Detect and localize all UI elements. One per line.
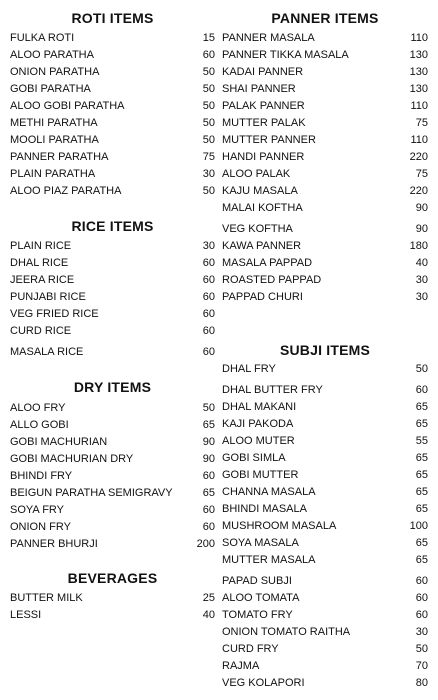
item-name: CHANNA MASALA [222,486,316,498]
item-name: DHAL FRY [222,363,276,375]
menu-item-row [222,433,428,449]
item-name: TOMATO FRY [222,609,293,621]
menu-item-row [10,536,215,552]
item-price: 50 [415,643,428,655]
item-name: PANNER PARATHA [10,151,109,163]
item-price: 60 [202,346,215,358]
menu-item-row [222,166,428,182]
item-price: 110 [410,134,428,146]
menu-item-row [10,238,215,254]
item-name: MUTTER PALAK [222,117,306,129]
item-name: MASALA RICE [10,346,84,358]
menu-item-row [10,30,215,46]
item-price: 90 [202,453,215,465]
item-name: MASALA PAPPAD [222,257,313,269]
menu-item-row [10,590,215,606]
item-name: CURD RICE [10,325,72,337]
item-name: PANNER MASALA [222,32,315,44]
menu-item-row [10,98,215,114]
menu-item-row [10,81,215,97]
item-price: 130 [409,49,428,61]
item-name: PALAK PANNER [222,100,305,112]
menu-item-row [222,30,428,46]
menu-item-row [222,98,428,114]
item-name: MUTTER MASALA [222,554,316,566]
item-name: SHAI PANNER [222,83,296,95]
item-name: GOBI SIMLA [222,452,286,464]
item-price: 65 [202,487,215,499]
menu-item-row [222,484,428,500]
menu-item-row [222,518,428,534]
item-name: ALOO FRY [10,402,66,414]
menu-item-row [222,149,428,165]
item-name: PAPAD SUBJI [222,575,292,587]
item-name: GOBI PARATHA [10,83,91,95]
menu-item-row [10,255,215,271]
menu-item-row [10,417,215,433]
item-price: 60 [202,308,215,320]
item-price: 60 [415,592,428,604]
item-name: ALLO GOBI [10,419,69,431]
item-name: DHAL BUTTER FRY [222,384,323,396]
menu-item-row [10,47,215,63]
item-price: 50 [202,402,215,414]
menu-item-row [222,501,428,517]
item-name: MUTTER PANNER [222,134,316,146]
item-name: RAJMA [222,660,260,672]
menu-item-row [222,221,428,237]
item-price: 65 [415,503,428,515]
menu-item-row [222,641,428,657]
menu-item-row [222,573,428,589]
item-price: 75 [202,151,215,163]
menu-item-row [222,416,428,432]
item-price: 30 [202,168,215,180]
menu-item-row [222,535,428,551]
menu-item-row [222,361,428,377]
item-name: PAPPAD CHURI [222,291,303,303]
item-name: PANNER TIKKA MASALA [222,49,349,61]
item-name: GOBI MUTTER [222,469,299,481]
menu-item-row [222,81,428,97]
item-name: ALOO MUTER [222,435,295,447]
menu-item-row [222,47,428,63]
beverages-heading: BEVERAGES [67,570,158,586]
item-price: 65 [415,401,428,413]
item-price: 200 [196,538,215,550]
item-price: 65 [415,486,428,498]
item-price: 100 [409,520,428,532]
item-name: GOBI MACHURIAN DRY [10,453,134,465]
item-price: 60 [202,325,215,337]
item-price: 220 [409,151,428,163]
item-price: 90 [415,223,428,235]
item-price: 130 [409,83,428,95]
item-name: ALOO PALAK [222,168,291,180]
item-price: 50 [202,185,215,197]
item-name: ONION TOMATO RAITHA [222,626,351,638]
item-price: 60 [202,274,215,286]
item-price: 65 [415,554,428,566]
item-price: 40 [415,257,428,269]
item-name: LESSI [10,609,42,621]
item-name: KADAI PANNER [222,66,304,78]
menu-item-row [222,450,428,466]
item-name: KAJI PAKODA [222,418,294,430]
item-price: 65 [202,419,215,431]
menu-item-row [222,467,428,483]
menu-item-row [222,132,428,148]
item-name: SOYA MASALA [222,537,299,549]
item-name: VEG KOLAPORI [222,677,305,689]
menu-item-row [10,607,215,623]
menu-item-row [222,382,428,398]
item-price: 50 [202,100,215,112]
item-price: 30 [202,240,215,252]
item-price: 50 [202,83,215,95]
item-name: VEG FRIED RICE [10,308,99,320]
menu-item-row [222,272,428,288]
menu-item-row [10,468,215,484]
item-price: 50 [202,134,215,146]
menu-item-row [10,272,215,288]
item-name: MALAI KOFTHA [222,202,303,214]
item-name: HANDI PANNER [222,151,305,163]
item-price: 110 [410,32,428,44]
dry-items-heading: DRY ITEMS [73,379,152,395]
menu-item-row [10,451,215,467]
item-price: 30 [415,626,428,638]
item-name: ROASTED PAPPAD [222,274,322,286]
item-name: FULKA ROTI [10,32,75,44]
item-price: 50 [202,117,215,129]
item-price: 180 [409,240,428,252]
menu-item-row [222,624,428,640]
menu-item-row [222,675,428,691]
menu-item-row [222,115,428,131]
item-price: 130 [409,66,428,78]
menu-item-row [10,115,215,131]
item-name: BHINDI FRY [10,470,73,482]
item-price: 50 [202,66,215,78]
item-name: PLAIN PARATHA [10,168,96,180]
item-price: 80 [415,677,428,689]
item-price: 40 [202,609,215,621]
menu-item-row [10,344,215,360]
item-name: DHAL MAKANI [222,401,297,413]
item-price: 60 [202,291,215,303]
item-price: 110 [410,100,428,112]
menu-item-row [10,519,215,535]
item-name: BEIGUN PARATHA SEMIGRAVY [10,487,173,499]
item-name: PUNJABI RICE [10,291,86,303]
item-price: 65 [415,469,428,481]
menu-item-row [222,183,428,199]
item-name: ALOO GOBI PARATHA [10,100,125,112]
item-price: 90 [415,202,428,214]
menu-item-row [222,200,428,216]
menu-item-row [222,64,428,80]
menu-item-row [10,183,215,199]
item-name: KAWA PANNER [222,240,302,252]
menu-item-row [10,64,215,80]
menu-item-row [10,502,215,518]
item-name: MUSHROOM MASALA [222,520,337,532]
menu-item-row [10,485,215,501]
item-price: 15 [202,32,215,44]
item-name: MOOLI PARATHA [10,134,99,146]
item-price: 30 [415,291,428,303]
item-price: 65 [415,418,428,430]
item-name: PLAIN RICE [10,240,72,252]
item-name: ONION FRY [10,521,71,533]
item-name: ONION PARATHA [10,66,100,78]
menu-item-row [10,400,215,416]
item-name: VEG KOFTHA [222,223,293,235]
menu-item-row [10,434,215,450]
item-name: GOBI MACHURIAN [10,436,108,448]
menu-item-row [10,289,215,305]
item-price: 60 [202,504,215,516]
menu-item-row [10,132,215,148]
item-price: 60 [202,257,215,269]
item-price: 75 [415,117,428,129]
menu-item-row [222,399,428,415]
menu-item-row [222,658,428,674]
item-price: 60 [202,470,215,482]
item-price: 50 [415,363,428,375]
menu-item-row [222,607,428,623]
item-name: PANNER BHURJI [10,538,98,550]
menu-item-row [222,255,428,271]
item-price: 25 [202,592,215,604]
item-price: 75 [415,168,428,180]
subji-items-heading: SUBJI ITEMS [279,342,371,358]
roti-items-heading: ROTI ITEMS [71,10,154,26]
menu-item-row [10,149,215,165]
item-price: 60 [202,521,215,533]
menu-item-row [10,306,215,322]
item-price: 30 [415,274,428,286]
item-name: METHI PARATHA [10,117,98,129]
menu-item-row [222,552,428,568]
item-price: 60 [202,49,215,61]
menu-item-row [10,323,215,339]
menu-item-row [222,289,428,305]
item-name: SOYA FRY [10,504,65,516]
item-name: BUTTER MILK [10,592,83,604]
item-name: DHAL RICE [10,257,69,269]
panner-items-heading: PANNER ITEMS [271,10,379,26]
item-price: 60 [415,384,428,396]
item-price: 70 [415,660,428,672]
item-name: KAJU MASALA [222,185,298,197]
menu-item-row [222,590,428,606]
item-price: 60 [415,609,428,621]
item-price: 65 [415,537,428,549]
item-name: ALOO PIAZ PARATHA [10,185,122,197]
rice-items-heading: RICE ITEMS [71,218,154,234]
item-price: 90 [202,436,215,448]
item-name: BHINDI MASALA [222,503,307,515]
item-name: CURD FRY [222,643,279,655]
item-price: 55 [415,435,428,447]
item-name: ALOO TOMATA [222,592,300,604]
item-price: 65 [415,452,428,464]
item-name: JEERA RICE [10,274,75,286]
item-price: 60 [415,575,428,587]
menu-item-row [222,238,428,254]
item-price: 220 [409,185,428,197]
menu-item-row [10,166,215,182]
item-name: ALOO PARATHA [10,49,94,61]
